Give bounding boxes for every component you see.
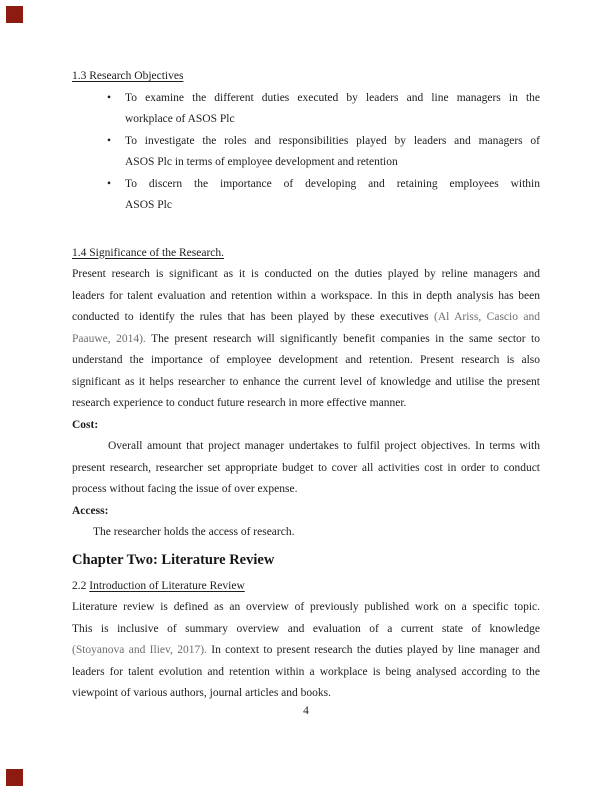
heading-2-2-introduction — [72, 576, 540, 598]
list-item-line: ASOS Plc — [125, 199, 172, 211]
bullet-icon: • — [107, 177, 112, 190]
list-item — [72, 174, 540, 217]
body-line: process without facing the issue of over expense. — [72, 483, 298, 495]
cost-paragraph — [72, 436, 540, 501]
body-line: understand the importance of employee development and retention. Present research is also — [72, 354, 540, 366]
significance-paragraph — [72, 264, 540, 415]
list-item — [72, 131, 540, 174]
body-line: leaders for talent evaluation and retention within a workspace. In this in depth analysis has been — [72, 289, 540, 302]
body-line: present research, researcher set appropriate budget to cover all activities cost in order to conduct — [72, 461, 540, 474]
literature-review-paragraph — [72, 597, 540, 705]
page-corner-marker-top — [6, 6, 23, 23]
access-label: Access: — [72, 504, 109, 517]
cost-label: Cost: — [72, 418, 99, 431]
body-text: In context to present research the duties played by line manager and — [206, 644, 541, 656]
body-line: significant as it helps researcher to enhance the current level of knowledge and utilise the present — [72, 375, 540, 388]
body-line — [72, 307, 540, 329]
heading-title: Introduction of Literature Review — [89, 579, 245, 592]
research-objectives-list — [72, 88, 540, 217]
citation-text: Paauwe, 2014). — [72, 332, 146, 345]
heading-1-4-significance: 1.4 Significance of the Research. — [72, 246, 224, 259]
heading-1-3-research-objectives: 1.3 Research Objectives — [72, 70, 184, 82]
list-item — [72, 88, 540, 131]
citation-text: (Al Ariss, Cascio and — [433, 311, 540, 323]
body-line: Overall amount that project manager undertakes to fulfil project objectives. In terms with — [108, 440, 540, 452]
body-text: The present research will significantly benefit companies in the same sector to — [145, 332, 541, 345]
page-corner-marker-bottom — [6, 769, 23, 786]
body-line: Present research is significant as it is conducted on the duties played by reline managers and — [72, 268, 540, 280]
body-line — [72, 640, 540, 662]
page-number: 4 — [303, 705, 309, 717]
list-item-line: To discern the importance of developing and retaining employees within — [125, 177, 540, 190]
list-item-line: ASOS Plc in terms of employee development and retention — [125, 156, 398, 168]
body-line: research experience to conduct future research in more effective manner. — [72, 397, 407, 409]
body-line: leaders for talent evolution and retention within a workplace is being analysed according to the — [72, 665, 540, 678]
body-text: conducted to identify the rules that has been played by these executives — [72, 311, 434, 323]
citation-text: (Stoyanova and Iliev, 2017). — [72, 644, 207, 656]
page-content — [72, 66, 540, 705]
body-line: viewpoint of various authors, journal articles and books. — [72, 687, 332, 699]
heading-number: 2.2 — [72, 579, 90, 592]
access-text: The researcher holds the access of research. — [93, 526, 295, 538]
body-line: Literature review is defined as an overview of previously published work on a specific topic. — [72, 601, 540, 613]
body-line: This is inclusive of summary overview and evaluation of a current state of knowledge — [72, 622, 540, 635]
heading-chapter-two: Chapter Two: Literature Review — [72, 551, 275, 568]
list-item-line: To investigate the roles and responsibilities played by leaders and managers of — [125, 134, 540, 147]
bullet-icon: • — [107, 91, 112, 104]
body-line — [72, 329, 540, 351]
list-item-line: To examine the different duties executed by leaders and line managers in the — [125, 91, 540, 104]
bullet-icon: • — [107, 134, 112, 147]
list-item-line: workplace of ASOS Plc — [125, 113, 235, 125]
